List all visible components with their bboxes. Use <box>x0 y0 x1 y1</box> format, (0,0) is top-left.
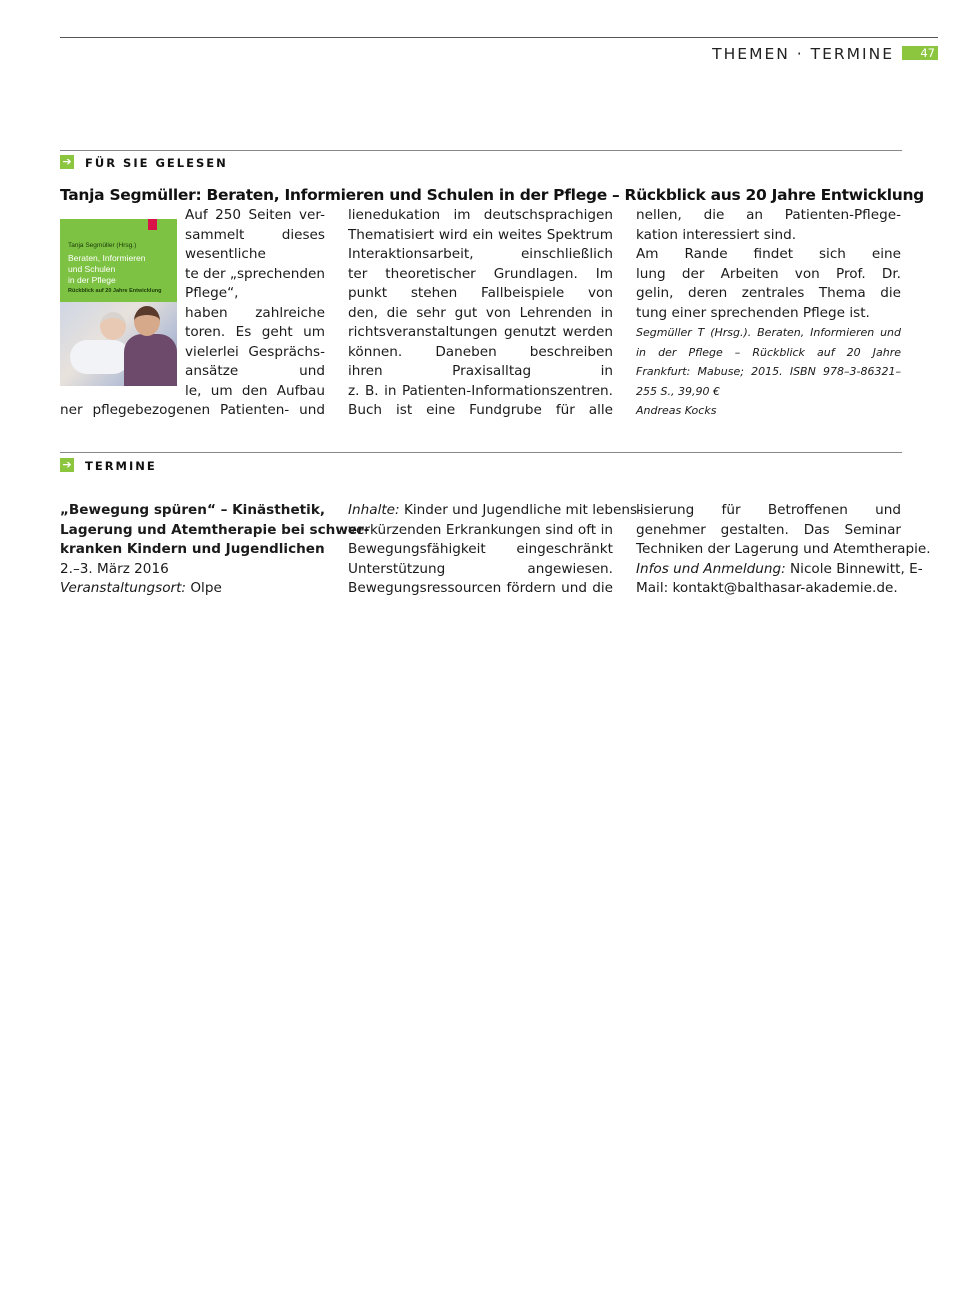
text-line: ihren Praxisalltag in <box>348 363 613 379</box>
text-line: Techniken der Lagerung und Atemtherapie. <box>636 541 931 557</box>
text-line: ansätze und <box>185 363 325 379</box>
running-head: THEMEN · TERMINE <box>712 45 894 63</box>
text-line: Unterstützung angewiesen. <box>348 560 613 577</box>
text-span: Nicole Binnewitt, E- <box>790 560 923 577</box>
review-column-1 <box>185 206 325 401</box>
text-line: Pflege“, <box>185 285 239 301</box>
text-line: toren. Es geht um <box>185 324 325 340</box>
text-line: verkürzenden Erkrankungen sind oft in <box>348 521 613 538</box>
event-title-line: kranken Kindern und Jugendlichen <box>60 541 325 557</box>
text-line: haben zahlreiche <box>185 304 325 321</box>
text-line: Interaktionsarbeit, einschließlich <box>348 246 613 262</box>
text-line: lung der Arbeiten von Prof. Dr. <box>636 265 901 282</box>
text-line: punkt stehen Fallbeispiele von <box>348 285 613 301</box>
section-rule <box>60 150 902 151</box>
event-title-line: „Bewegung spüren“ – Kinästhetik, <box>60 502 326 518</box>
book-cover-image <box>60 219 177 386</box>
contact-email-line: Mail: kontakt@balthasar-akademie.de. <box>636 580 898 596</box>
text-line: te der „sprechenden <box>185 265 325 282</box>
event-column-2 <box>348 501 642 599</box>
text-line: Bewegungsressourcen fördern und die <box>348 580 613 596</box>
event-venue <box>60 579 330 599</box>
cover-accent-mark <box>148 219 157 230</box>
text-line: sammelt dieses <box>185 226 325 243</box>
section-rule <box>60 452 902 453</box>
text-line: wesentliche <box>185 246 266 262</box>
text-span: Kinder und Jugendliche mit lebens- <box>403 502 642 518</box>
book-title: Tanja Segmüller: Beraten, Informieren und Schulen in der Pflege – Rückblick aus 20 Jahre Entwicklung <box>60 186 924 204</box>
text-line: den, die sehr gut von Lehrenden in <box>348 304 613 321</box>
header-rule <box>60 37 938 38</box>
page-number: 47 <box>902 46 938 60</box>
review-column-3 <box>636 206 901 421</box>
venue-label: Veranstaltungsort: <box>60 580 187 596</box>
section-label-termine: TERMINE <box>85 459 157 473</box>
text-line: gelin, deren zentrales Thema die <box>636 285 901 301</box>
cover-subtitle: Rückblick auf 20 Jahre Entwicklung <box>68 288 162 294</box>
reference-line: in der Pflege – Rückblick auf 20 Jahre <box>636 345 901 359</box>
arrow-right-icon: ➔ <box>60 155 74 169</box>
text-line: lisierung für Betroffenen und <box>636 502 901 518</box>
section-label-gelesen: FÜR SIE GELESEN <box>85 156 228 170</box>
text-line: können. Daneben beschreiben <box>348 343 613 360</box>
cover-title-line: in der Pflege <box>68 275 116 285</box>
content-label: Inhalte: <box>348 502 400 518</box>
event-date: 2.–3. März 2016 <box>60 560 169 577</box>
contact-label: Infos und Anmeldung: <box>636 560 786 577</box>
text-line: Thematisiert wird ein weites Spektrum <box>348 226 613 243</box>
arrow-right-icon: ➔ <box>60 458 74 472</box>
cover-editor: Tanja Segmüller (Hrsg.) <box>68 242 137 249</box>
text-line: nellen, die an Patienten-Pflege- <box>636 207 901 223</box>
text-line: le, um den Aufbau <box>185 382 325 399</box>
review-column-1-last <box>60 401 325 421</box>
venue-value: Olpe <box>190 580 222 596</box>
event-column-3 <box>636 501 931 599</box>
text-line: Auf 250 Seiten ver- <box>185 207 325 223</box>
text-line: genehmer gestalten. Das Seminar <box>636 521 901 538</box>
review-column-2 <box>348 206 613 421</box>
text-line: kation interessiert sind. <box>636 226 797 243</box>
text-line: z. B. in Patienten-Informationszentren. <box>348 382 613 399</box>
review-author: Andreas Kocks <box>636 404 717 417</box>
event-column-1 <box>60 501 370 599</box>
text-line: vielerlei Gesprächs- <box>185 343 325 360</box>
reference-line: Segmüller T (Hrsg.). Beraten, Informieren und <box>636 326 901 339</box>
cover-title-line: Beraten, Informieren <box>68 253 146 263</box>
text-line: tung einer sprechenden Pflege ist. <box>636 304 870 321</box>
cover-title-line: und Schulen <box>68 264 116 274</box>
text-line: Bewegungsfähigkeit eingeschränkt <box>348 541 613 557</box>
reference-line: 255 S., 39,90 € <box>636 384 720 398</box>
text-line <box>636 560 923 580</box>
cover-photo <box>60 302 177 386</box>
text-line: richtsveranstaltungen genutzt werden <box>348 324 613 340</box>
text-line: lienedukation im deutschsprachigen <box>348 207 613 223</box>
text-line: ner pflegebezogenen Patienten- und <box>60 402 325 418</box>
text-line: ter theoretischer Grundlagen. Im <box>348 265 613 282</box>
text-line: Am Rande findet sich eine <box>636 246 901 262</box>
event-title-line: Lagerung und Atemtherapie bei schwer- <box>60 521 370 538</box>
text-line: Buch ist eine Fundgrube für alle <box>348 402 613 418</box>
text-line <box>348 501 642 521</box>
reference-line: Frankfurt: Mabuse; 2015. ISBN 978–3-86321– <box>636 365 901 378</box>
